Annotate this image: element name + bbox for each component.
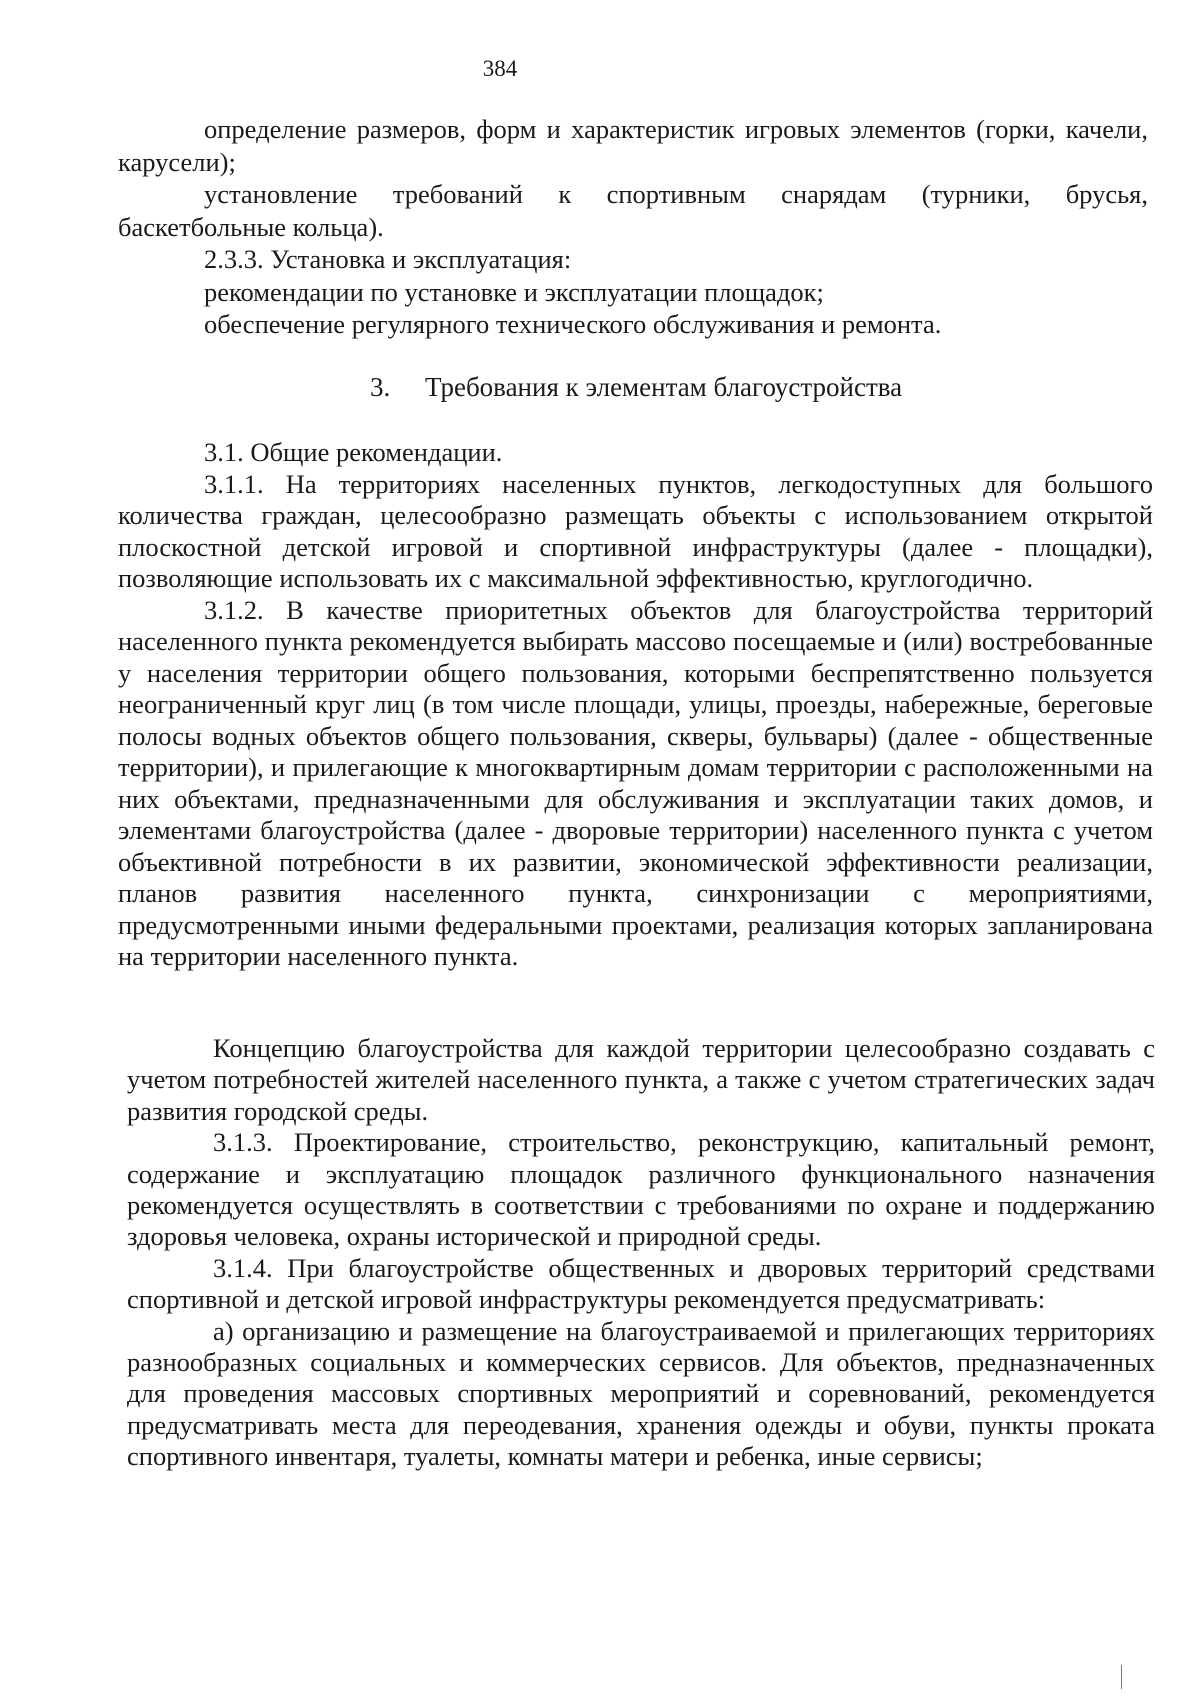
scan-margin-mark bbox=[1121, 1665, 1122, 1689]
subsection-heading: 3.1. Общие рекомендации. bbox=[204, 437, 503, 467]
paragraph: определение размеров, форм и характеристик игровых элементов (горки, качели, карусели); bbox=[118, 114, 1148, 177]
paragraph: а) организацию и размещение на благоустраиваемой и прилегающих территориях разнообразных социальных и коммерческих сервисов. Для объектов, предназначенных для проведения массовых спортивных мероприятий и соревнований, рекомендуется предусматривать места для переодевания, хранения одежды и обуви, пункты проката спортивного инвентаря, туалеты, комнаты матери и ребенка, иные сервисы; bbox=[127, 1315, 1155, 1472]
text-block-middle bbox=[118, 437, 1153, 973]
page-number: 384 bbox=[482, 56, 518, 81]
text-block-bottom bbox=[127, 1033, 1155, 1473]
paragraph: Концепцию благоустройства для каждой территории целесообразно создавать с учетом потребностей жителей населенного пункта, а также с учетом стратегических задач развития городской среды. bbox=[127, 1033, 1155, 1126]
section-number: 3. bbox=[370, 372, 391, 402]
paragraph: 2.3.3. Установка и эксплуатация: bbox=[204, 244, 572, 274]
paragraph: обеспечение регулярного технического обслуживания и ремонта. bbox=[204, 309, 942, 339]
paragraph: 3.1.4. При благоустройстве общественных и дворовых территорий средствами спортивной и детской игровой инфраструктуры рекомендуется предусматривать: bbox=[127, 1252, 1155, 1315]
paragraph: рекомендации по установке и эксплуатации площадок; bbox=[204, 276, 824, 307]
text-block-top bbox=[118, 113, 1148, 341]
paragraph: установление требований к спортивным снарядам (турники, брусья, баскетбольные кольца). bbox=[118, 179, 1148, 242]
paragraph: 3.1.1. На территориях населенных пунктов, легкодоступных для большого количества граждан, целесообразно размещать объекты с использованием открытой плоскостной детской игровой и спортивной инфраструктуры (далее - площадки), позволяющие использовать их с максимальной эффективностью, круглогодично. bbox=[118, 468, 1153, 593]
section-title: Требования к элементам благоустройства bbox=[425, 372, 903, 402]
paragraph: 3.1.3. Проектирование, строительство, реконструкцию, капитальный ремонт, содержание и эксплуатацию площадок различного функционального назначения рекомендуется осуществлять в соответствии с требованиями по охране и поддержанию здоровья человека, охраны исторической и природной среды. bbox=[127, 1127, 1155, 1252]
section-heading bbox=[370, 372, 902, 403]
paragraph: 3.1.2. В качестве приоритетных объектов для благоустройства территорий населенного пункта рекомендуется выбирать массово посещаемые и (или) востребованные у населения территории общего пользования, которыми беспрепятственно пользуется неограниченный круг лиц (в том числе площади, улицы, проезды, набережные, береговые полосы водных объектов общего пользования, скверы, бульвары) (далее - общественные территории), и прилегающие к многоквартирным домам территории с расположенными на них объектами, предназначенными для обслуживания и эксплуатации таких домов, и элементами благоустройства (далее - дворовые территории) населенного пункта с учетом объективной потребности в их развитии, экономической эффективности реализации, планов развития населенного пункта, синхронизации с мероприятиями, предусмотренными иными федеральными проектами, реализация которых запланирована на территории населенного пункта. bbox=[118, 594, 1153, 971]
